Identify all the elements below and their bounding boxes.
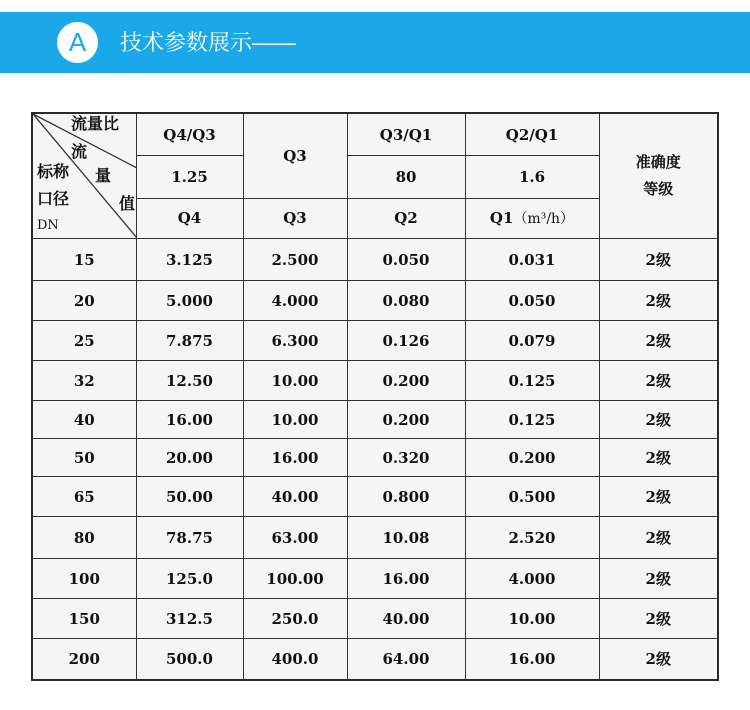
cell-q3: 2.500	[243, 239, 347, 281]
cell-q3: 63.00	[243, 517, 347, 559]
ratio-value-q2-q1: 1.6	[465, 156, 599, 199]
cell-q3: 16.00	[243, 439, 347, 477]
cell-q2: 64.00	[347, 639, 465, 680]
cell-grade: 2级	[599, 401, 718, 439]
cell-grade: 2级	[599, 639, 718, 680]
cell-q2: 0.800	[347, 477, 465, 517]
cell-q3: 250.0	[243, 599, 347, 639]
cell-q2: 0.200	[347, 361, 465, 401]
cell-q3: 6.300	[243, 321, 347, 361]
cell-grade: 2级	[599, 559, 718, 599]
cell-q4: 500.0	[136, 639, 243, 680]
ratio-value-q3-q1: 80	[347, 156, 465, 199]
cell-q3: 4.000	[243, 281, 347, 321]
corner-flow-label-3: 值	[119, 194, 136, 213]
table-row	[32, 559, 718, 599]
table-row	[32, 281, 718, 321]
cell-q2: 0.320	[347, 439, 465, 477]
cell-dn: 200	[32, 639, 136, 680]
cell-grade: 2级	[599, 361, 718, 401]
cell-q3: 40.00	[243, 477, 347, 517]
accuracy-label-line2: 等级	[643, 180, 674, 198]
corner-header-cell	[32, 113, 136, 239]
table-row	[32, 639, 718, 680]
cell-dn: 150	[32, 599, 136, 639]
section-badge	[57, 22, 98, 63]
table-row	[32, 361, 718, 401]
corner-diagonal	[33, 114, 137, 238]
cell-q2: 16.00	[347, 559, 465, 599]
header-q3: Q3	[243, 198, 347, 239]
cell-dn: 100	[32, 559, 136, 599]
cell-q4: 12.50	[136, 361, 243, 401]
header-q1-label: Q1	[489, 209, 514, 228]
header-q4-q3: Q4/Q3	[136, 113, 243, 156]
cell-q1: 0.500	[465, 477, 599, 517]
corner-dn-label-3: DN	[37, 218, 59, 233]
spec-table	[31, 112, 719, 681]
cell-q1: 4.000	[465, 559, 599, 599]
cell-q1: 10.00	[465, 599, 599, 639]
table-row	[32, 599, 718, 639]
cell-grade: 2级	[599, 321, 718, 361]
cell-q2: 0.080	[347, 281, 465, 321]
cell-q4: 78.75	[136, 517, 243, 559]
cell-q2: 0.200	[347, 401, 465, 439]
table-row	[32, 517, 718, 559]
cell-grade: 2级	[599, 239, 718, 281]
header-row-ratios	[32, 113, 718, 156]
cell-q4: 5.000	[136, 281, 243, 321]
cell-dn: 32	[32, 361, 136, 401]
corner-flow-label-1: 流	[71, 142, 88, 161]
cell-q2: 0.050	[347, 239, 465, 281]
corner-flow-label-2: 量	[95, 166, 112, 185]
corner-dn-label-2: 口径	[37, 189, 70, 208]
cell-dn: 15	[32, 239, 136, 281]
cell-q1: 0.031	[465, 239, 599, 281]
cell-q1: 0.079	[465, 321, 599, 361]
table-row	[32, 477, 718, 517]
header-q2-q1: Q2/Q1	[465, 113, 599, 156]
cell-q1: 0.125	[465, 401, 599, 439]
corner-dn-label-1: 标称	[37, 162, 70, 181]
accuracy-label-line1: 准确度	[635, 153, 681, 171]
cell-q2: 0.126	[347, 321, 465, 361]
cell-q3: 10.00	[243, 361, 347, 401]
cell-q3: 400.0	[243, 639, 347, 680]
cell-q2: 10.08	[347, 517, 465, 559]
section-banner	[0, 12, 750, 73]
cell-q4: 3.125	[136, 239, 243, 281]
cell-grade: 2级	[599, 517, 718, 559]
cell-dn: 50	[32, 439, 136, 477]
table-row	[32, 401, 718, 439]
cell-q4: 312.5	[136, 599, 243, 639]
header-q1	[465, 198, 599, 239]
cell-q1: 0.125	[465, 361, 599, 401]
cell-q1: 0.050	[465, 281, 599, 321]
cell-q1: 2.520	[465, 517, 599, 559]
ratio-value-q4-q3: 1.25	[136, 156, 243, 199]
cell-q4: 50.00	[136, 477, 243, 517]
header-accuracy-grade	[599, 113, 718, 239]
cell-q4: 125.0	[136, 559, 243, 599]
header-q3-span: Q3	[243, 113, 347, 198]
table-body	[32, 239, 718, 680]
cell-q4: 7.875	[136, 321, 243, 361]
cell-q4: 16.00	[136, 401, 243, 439]
cell-grade: 2级	[599, 281, 718, 321]
table-row	[32, 239, 718, 281]
corner-ratio-label: 流量比	[71, 114, 120, 133]
cell-q3: 10.00	[243, 401, 347, 439]
badge-letter: A	[68, 27, 87, 57]
cell-q1: 16.00	[465, 639, 599, 680]
cell-dn: 65	[32, 477, 136, 517]
cell-q2: 40.00	[347, 599, 465, 639]
cell-dn: 80	[32, 517, 136, 559]
cell-q4: 20.00	[136, 439, 243, 477]
header-q4: Q4	[136, 198, 243, 239]
cell-grade: 2级	[599, 599, 718, 639]
cell-dn: 25	[32, 321, 136, 361]
header-q3-q1: Q3/Q1	[347, 113, 465, 156]
section-title: 技术参数展示——	[120, 30, 297, 55]
cell-q1: 0.200	[465, 439, 599, 477]
cell-dn: 40	[32, 401, 136, 439]
header-q2: Q2	[347, 198, 465, 239]
cell-grade: 2级	[599, 477, 718, 517]
cell-grade: 2级	[599, 439, 718, 477]
table-row	[32, 321, 718, 361]
table-row	[32, 439, 718, 477]
header-unit: （m³/h）	[513, 211, 575, 228]
cell-dn: 20	[32, 281, 136, 321]
cell-q3: 100.00	[243, 559, 347, 599]
